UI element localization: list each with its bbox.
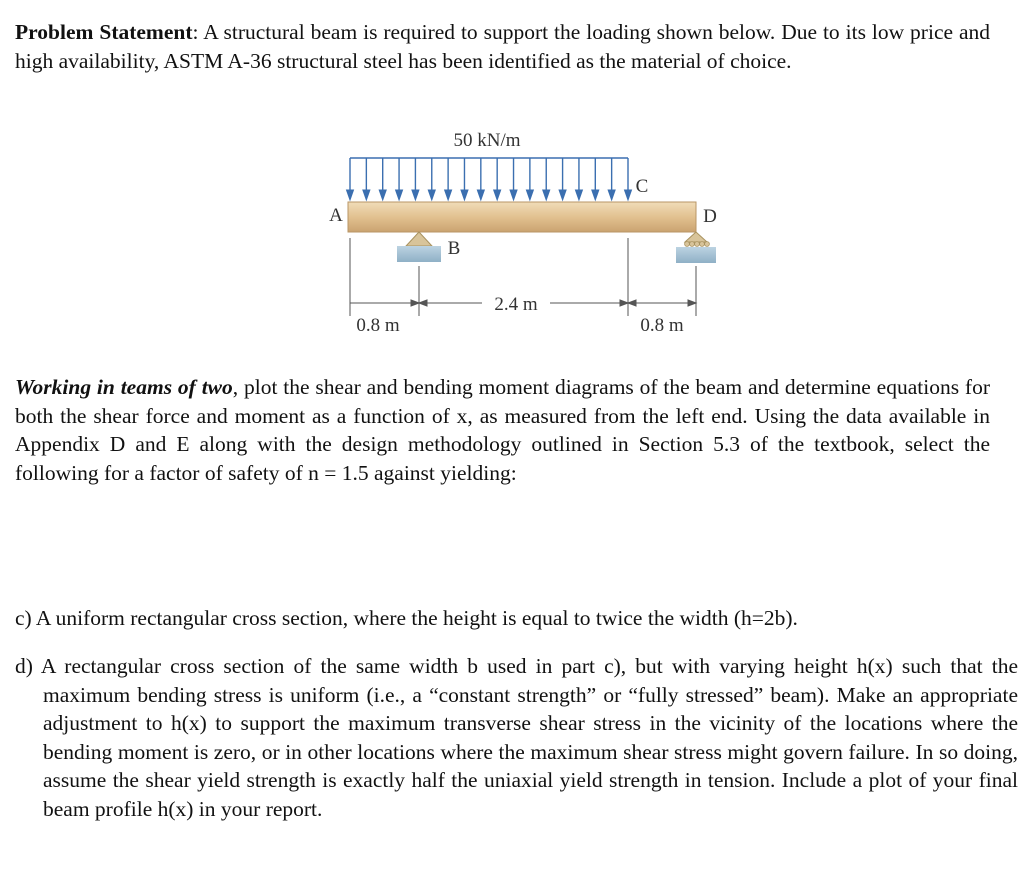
dim-mid-label: 2.4 m (494, 294, 538, 315)
load-arrow-head (543, 190, 550, 200)
beam (348, 202, 696, 232)
pin-support-b (397, 232, 441, 262)
part-c: c) A uniform rectangular cross section, where the height is equal to twice the width (h=2b). (15, 606, 798, 630)
load-arrow-head (559, 190, 566, 200)
part-d: d) A rectangular cross section of the same width b used in part c), but with varying height h(x) such that the maximum bending stress is uniform (i.e., a “constant strength” or “fully stressed” beam). Make an appropriate adjustment to h(x) to support the maximum transverse shear stress in the vicinity of the locations where the bending moment is zero, or in other locations where the maximum shear stress might govern failure. In so doing, assume the shear yield strength is exactly half the uniaxial yield strength in tension. Include a plot of your final beam profile h(x) in your report. (15, 654, 1018, 821)
label-d: D (703, 206, 717, 227)
task-lead: Working in teams of two (15, 375, 233, 399)
load-arrow-head (412, 190, 419, 200)
task-text: , plot the shear and bending moment diagrams of the beam and determine equations for both the shear force and moment as a function of x, as measured from the left end. Using the data available in Appendix D and E along with the design methodology outlined in Section 5.3 of the textbook, select the following for a factor of safety of n = 1.5 against yielding: (15, 375, 990, 485)
load-arrow-head (608, 190, 615, 200)
label-a: A (329, 205, 343, 226)
distributed-load-arrows (347, 158, 632, 200)
load-arrow-head (396, 190, 403, 200)
problem-heading: Problem Statement (15, 20, 193, 44)
problem-text: : A structural beam is required to support the loading shown below. Due to its low price and high availability, ASTM A-36 structural steel has been identified as the material of choice. (15, 20, 991, 73)
load-arrow-head (428, 190, 435, 200)
label-b: B (447, 238, 461, 259)
load-arrow-head (575, 190, 582, 200)
load-arrow-head (477, 190, 484, 200)
roller-support-d (676, 232, 716, 263)
problem-statement (15, 18, 990, 75)
load-arrow-head (347, 190, 354, 200)
load-arrow-head (445, 190, 452, 200)
beam-diagram (300, 120, 740, 350)
load-label: 50 kN/m (453, 130, 521, 151)
task-paragraph (15, 373, 990, 487)
load-arrow-head (494, 190, 501, 200)
label-c: C (635, 176, 649, 197)
dim-left-label: 0.8 m (356, 315, 400, 336)
load-arrow-head (526, 190, 533, 200)
load-arrow-head (510, 190, 517, 200)
load-arrow-head (363, 190, 370, 200)
load-arrow-head (625, 190, 632, 200)
load-arrow-head (592, 190, 599, 200)
dim-right-label: 0.8 m (640, 315, 684, 336)
load-arrow-head (461, 190, 468, 200)
load-arrow-head (379, 190, 386, 200)
